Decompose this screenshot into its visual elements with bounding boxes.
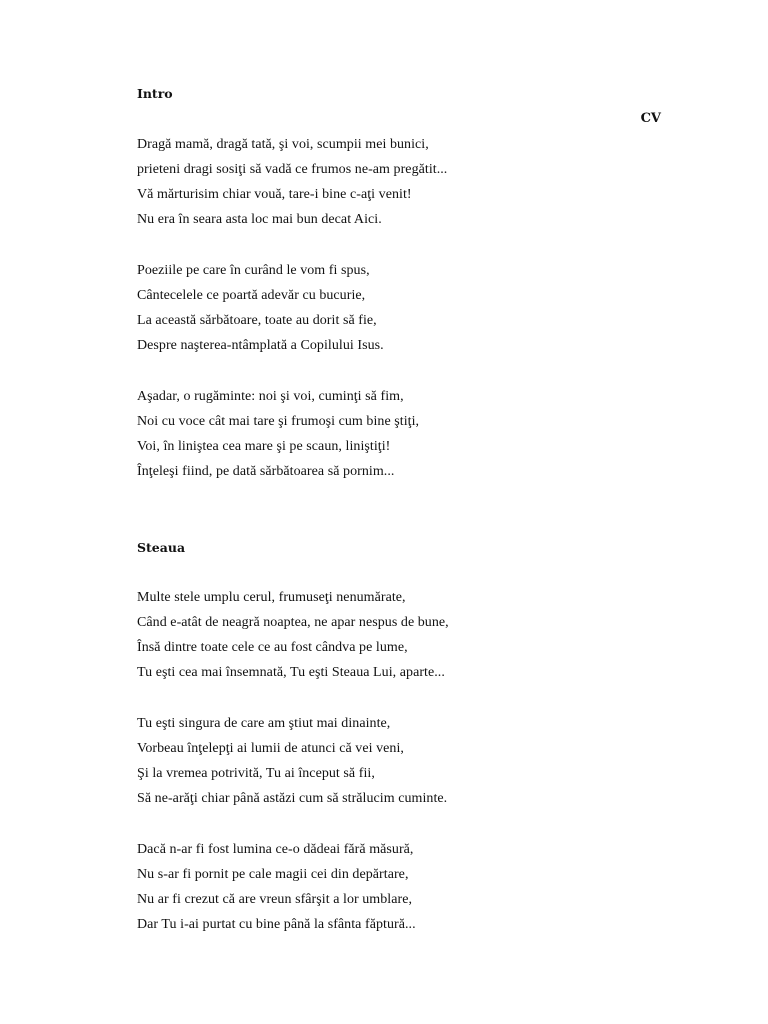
verse-line: Poeziile pe care în curând le vom fi spus, [137,263,370,278]
verse-line: Când e-atât de neagră noaptea, ne apar nespus de bune, [137,615,449,630]
verse-line: Cântecelele ce poartă adevăr cu bucurie, [137,288,366,303]
verse-line: La această sărbătoare, toate au dorit să fie, [137,313,377,328]
stanza [137,132,697,232]
verse-line: Despre naşterea-ntâmplată a Copilului Isus. [137,338,384,353]
verse-line: Aşadar, o rugăminte: noi şi voi, cuminţi să fim, [137,389,404,404]
verse-line: Însă dintre toate cele ce au fost cândva pe lume, [137,640,408,655]
stanza [137,837,697,937]
stanza [137,258,697,358]
stanza [137,384,697,484]
verse-line: Nu ar fi crezut că are vreun sfârşit a lor umblare, [137,892,413,907]
verse-line: Să ne-arăţi chiar până astăzi cum să strălucim cuminte. [137,791,448,806]
verse-line: Dragă mamă, dragă tată, şi voi, scumpii mei bunici, [137,137,429,152]
verse-line: Dacă n-ar fi fost lumina ce-o dădeai fără măsură, [137,842,414,857]
verse-line: Voi, în liniştea cea mare şi pe scaun, liniştiţi! [137,439,391,454]
verse-line: Noi cu voce cât mai tare şi frumoşi cum bine ştiţi, [137,414,420,429]
verse-line: Vorbeau înţelepţi ai lumii de atunci că vei veni, [137,741,404,756]
author-initials-marker: CV [640,111,661,126]
verse-line: Nu s-ar fi pornit pe cale magii cei din depărtare, [137,867,409,882]
verse-line: Dar Tu i-ai purtat cu bine până la sfânta făptură... [137,917,416,932]
verse-line: Şi la vremea potrivită, Tu ai început să fii, [137,766,375,781]
verse-line: prieteni dragi sosiţi să vadă ce frumos ne-am pregătit... [137,162,448,177]
stanza [137,585,697,685]
section-heading-steaua: Steaua [137,540,186,555]
verse-line: Tu eşti cea mai însemnată, Tu eşti Steaua Lui, aparte... [137,665,445,680]
verse-line: Vă mărturisim chiar vouă, tare-i bine c-aţi venit! [137,187,412,202]
verse-line: Înţeleşi fiind, pe dată sărbătoarea să pornim... [137,464,395,479]
verse-line: Tu eşti singura de care am ştiut mai dinainte, [137,716,391,731]
section-heading-intro: Intro [137,86,173,101]
stanza [137,711,697,811]
verse-line: Multe stele umplu cerul, frumuseţi nenumărate, [137,590,406,605]
verse-line: Nu era în seara asta loc mai bun decat Aici. [137,212,382,227]
